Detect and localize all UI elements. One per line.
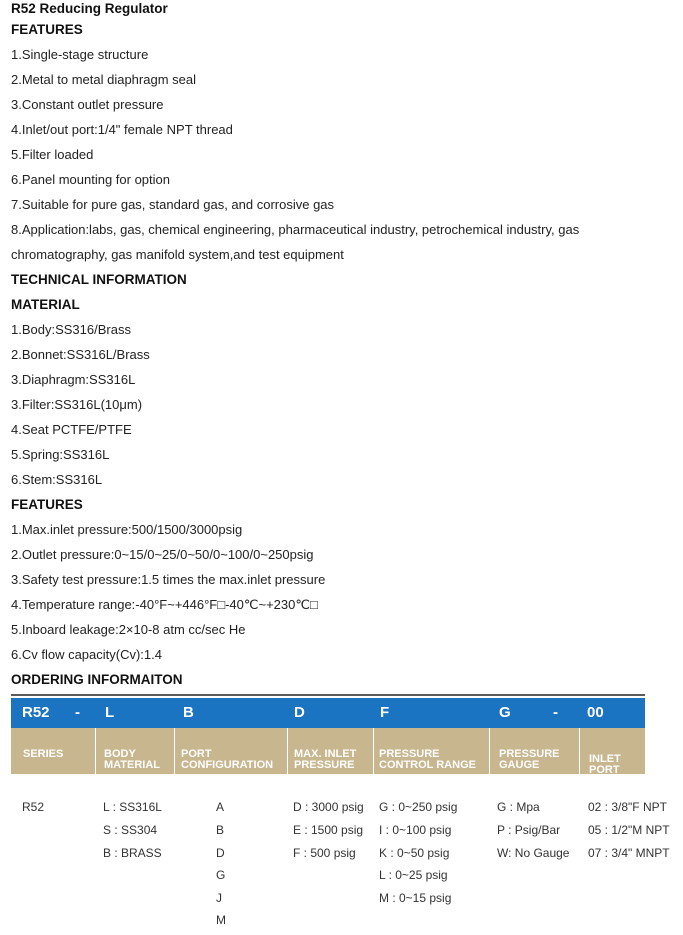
feature-item: 5.Filter loaded bbox=[11, 147, 94, 162]
features2-heading: FEATURES bbox=[11, 497, 83, 512]
spec-item: 2.Outlet pressure:0~15/0~25/0~50/0~100/0~250psig bbox=[11, 547, 314, 562]
header-series: SERIES bbox=[23, 748, 64, 760]
feature-item: 2.Metal to metal diaphragm seal bbox=[11, 72, 196, 87]
material-item: 2.Bonnet:SS316L/Brass bbox=[11, 347, 150, 362]
table-cell-control-range: I : 0~100 psig bbox=[379, 823, 452, 837]
code-dash: - bbox=[75, 704, 80, 721]
table-cell-gauge: G : Mpa bbox=[497, 800, 540, 814]
code-series: R52 bbox=[22, 704, 50, 721]
column-divider bbox=[489, 728, 490, 774]
header-inlet-port: INLET PORT bbox=[589, 753, 621, 776]
column-divider bbox=[174, 728, 175, 774]
code-inlet-port: 00 bbox=[587, 704, 604, 721]
table-cell-port: G bbox=[216, 868, 226, 882]
header-pressure-control-range: PRESSURE CONTROL RANGE bbox=[379, 748, 476, 771]
feature-item: 4.Inlet/out port:1/4" female NPT thread bbox=[11, 122, 233, 137]
feature-item: 7.Suitable for pure gas, standard gas, and corrosive gas bbox=[11, 197, 335, 212]
table-cell-inlet-port: 07 : 3/4" MNPT bbox=[588, 846, 670, 860]
material-item: 6.Stem:SS316L bbox=[11, 472, 103, 487]
table-cell-port: J bbox=[216, 891, 222, 905]
features-heading: FEATURES bbox=[11, 22, 83, 37]
feature-item: 1.Single-stage structure bbox=[11, 47, 149, 62]
table-cell-control-range: K : 0~50 psig bbox=[379, 846, 450, 860]
ordering-heading: ORDERING INFORMAITON bbox=[11, 672, 183, 687]
spec-item: 1.Max.inlet pressure:500/1500/3000psig bbox=[11, 522, 243, 537]
material-heading: MATERIAL bbox=[11, 297, 80, 312]
table-cell-port: B bbox=[216, 823, 225, 837]
table-cell-body-material: S : SS304 bbox=[103, 823, 158, 837]
column-divider bbox=[287, 728, 288, 774]
header-max-inlet-pressure: MAX. INLET PRESSURE bbox=[294, 748, 357, 771]
table-cell-gauge: P : Psig/Bar bbox=[497, 823, 561, 837]
code-gauge: G bbox=[499, 704, 511, 721]
table-cell-series: R52 bbox=[22, 800, 45, 814]
material-item: 1.Body:SS316/Brass bbox=[11, 322, 131, 337]
spec-item: 6.Cv flow capacity(Cv):1.4 bbox=[11, 647, 162, 662]
table-cell-inlet-port: 02 : 3/8"F NPT bbox=[588, 800, 667, 814]
spec-item: 4.Temperature range:-40°F~+446°F□-40℃~+230℃□ bbox=[11, 597, 318, 612]
code-body: L bbox=[105, 704, 115, 721]
header-port-configuration: PORT CONFIGURATION bbox=[181, 748, 274, 771]
material-item: 3.Diaphragm:SS316L bbox=[11, 372, 136, 387]
feature-item: chromatography, gas manifold system,and test equipment bbox=[11, 247, 344, 262]
table-cell-port: D bbox=[216, 846, 225, 860]
feature-item: 6.Panel mounting for option bbox=[11, 172, 170, 187]
table-cell-gauge: W: No Gauge bbox=[497, 846, 570, 860]
table-cell-control-range: L : 0~25 psig bbox=[379, 868, 448, 882]
code-inlet-pressure: D bbox=[294, 704, 305, 721]
code-control-range: F bbox=[380, 704, 390, 721]
material-item: 4.Seat PCTFE/PTFE bbox=[11, 422, 132, 437]
table-cell-port: M bbox=[216, 913, 226, 927]
technical-heading: TECHNICAL INFORMATION bbox=[11, 272, 187, 287]
feature-item: 8.Application:labs, gas, chemical engineering, pharmaceutical industry, petrochemical industry, gas bbox=[11, 222, 580, 237]
page-title: R52 Reducing Regulator bbox=[11, 1, 168, 16]
column-divider bbox=[95, 728, 96, 774]
material-item: 5.Spring:SS316L bbox=[11, 447, 110, 462]
feature-item: 3.Constant outlet pressure bbox=[11, 97, 164, 112]
column-divider bbox=[579, 728, 580, 774]
material-item: 3.Filter:SS316L(10μm) bbox=[11, 397, 143, 412]
table-cell-inlet-pressure: F : 500 psig bbox=[293, 846, 356, 860]
table-cell-inlet-pressure: E : 1500 psig bbox=[293, 823, 364, 837]
table-cell-body-material: B : BRASS bbox=[103, 846, 162, 860]
spec-item: 5.Inboard leakage:2×10-8 atm cc/sec He bbox=[11, 622, 246, 637]
code-dash: - bbox=[553, 704, 558, 721]
table-cell-control-range: M : 0~15 psig bbox=[379, 891, 452, 905]
table-cell-inlet-pressure: D : 3000 psig bbox=[293, 800, 364, 814]
table-cell-port: A bbox=[216, 800, 225, 814]
ordering-table bbox=[11, 694, 670, 935]
table-cell-body-material: L : SS316L bbox=[103, 800, 162, 814]
header-pressure-gauge: PRESSURE GAUGE bbox=[499, 748, 560, 771]
code-bar bbox=[11, 698, 645, 728]
column-divider bbox=[373, 728, 374, 774]
table-cell-control-range: G : 0~250 psig bbox=[379, 800, 458, 814]
spec-item: 3.Safety test pressure:1.5 times the max.inlet pressure bbox=[11, 572, 326, 587]
code-port: B bbox=[183, 704, 194, 721]
table-top-rule bbox=[11, 694, 645, 696]
table-cell-inlet-port: 05 : 1/2"M NPT bbox=[588, 823, 670, 837]
header-body-material: BODY MATERIAL bbox=[104, 748, 161, 771]
